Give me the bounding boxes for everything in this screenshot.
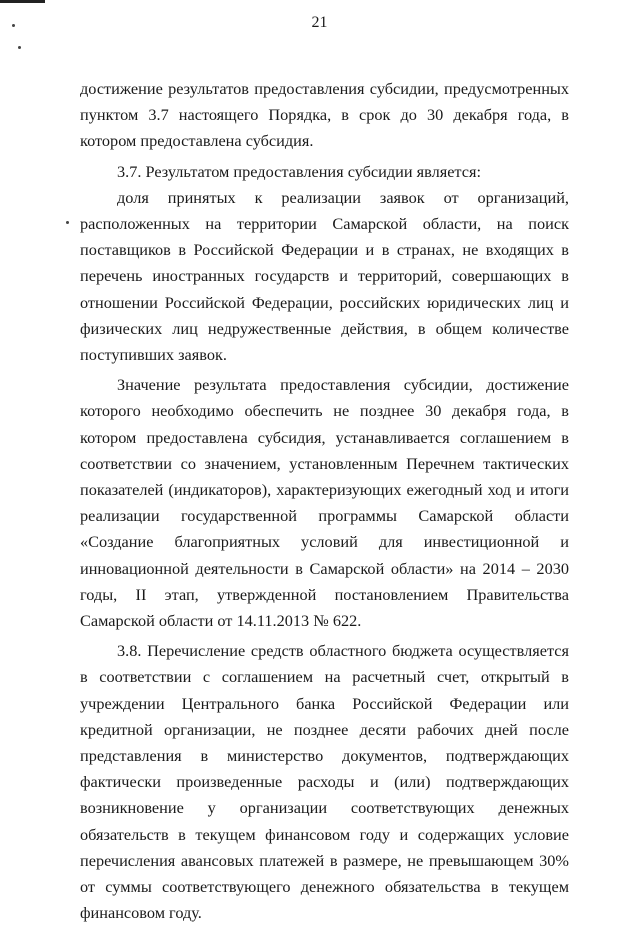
document-body <box>80 76 569 927</box>
paragraph-continuation: достижение результатов предоставления субсидии, предусмотренных пунктом 3.7 настоящего Порядка, в срок до 30 декабря года, в котором предоставлена субсидия. <box>80 79 569 151</box>
scan-artifact-line <box>0 0 45 3</box>
page-number: 21 <box>311 14 328 31</box>
scan-artifact-dot <box>66 221 69 224</box>
scan-artifact-dot <box>18 46 21 49</box>
paragraph-result-definition: доля принятых к реализации заявок от организаций, расположенных на территории Самарской области, на поиск поставщиков в Российской Федерации и в странах, не входящих в перечень иностранных государств и территорий, совершающих в отношении Российской Федерации, российских юридических лиц и физических лиц недружественные действия, в общем количестве поступивших заявок. <box>80 187 569 365</box>
paragraph-result-value: Значение результата предоставления субсидии, достижение которого необходимо обеспечить не позднее 30 декабря года, в котором предоставлена субсидия, устанавливается соглашением в соответствии со значением, установленным Перечнем тактических показателей (индикаторов), характеризующих ежегодный ход и итоги реализации государственной программы Самарской области «Создание благоприятных условий для инвестиционной и инновационной деятельности в Самарской области» на 2014 – 2030 годы, II этап, утвержденной постановлением Правительства Самарской области от 14.11.2013 № 622. <box>80 375 569 631</box>
paragraph-3-8: 3.8. Перечисление средств областного бюджета осуществляется в соответствии с соглашением на расчетный счет, открытый в учреждении Центрального банка Российской Федерации или кредитной организации, не позднее десяти рабочих дней после представления в министерство документов, подтверждающих фактически произведенные расходы и (или) подтверждающих возникновение у организации соответствующих денежных обязательств в текущем финансовом году и содержащих условие перечисления авансовых платежей в размере, не превышающем 30% от суммы соответствующего денежного обязательства в текущем финансовом году. <box>80 641 569 923</box>
paragraph-3-7-heading: 3.7. Результатом предоставления субсидии является: <box>117 161 481 181</box>
